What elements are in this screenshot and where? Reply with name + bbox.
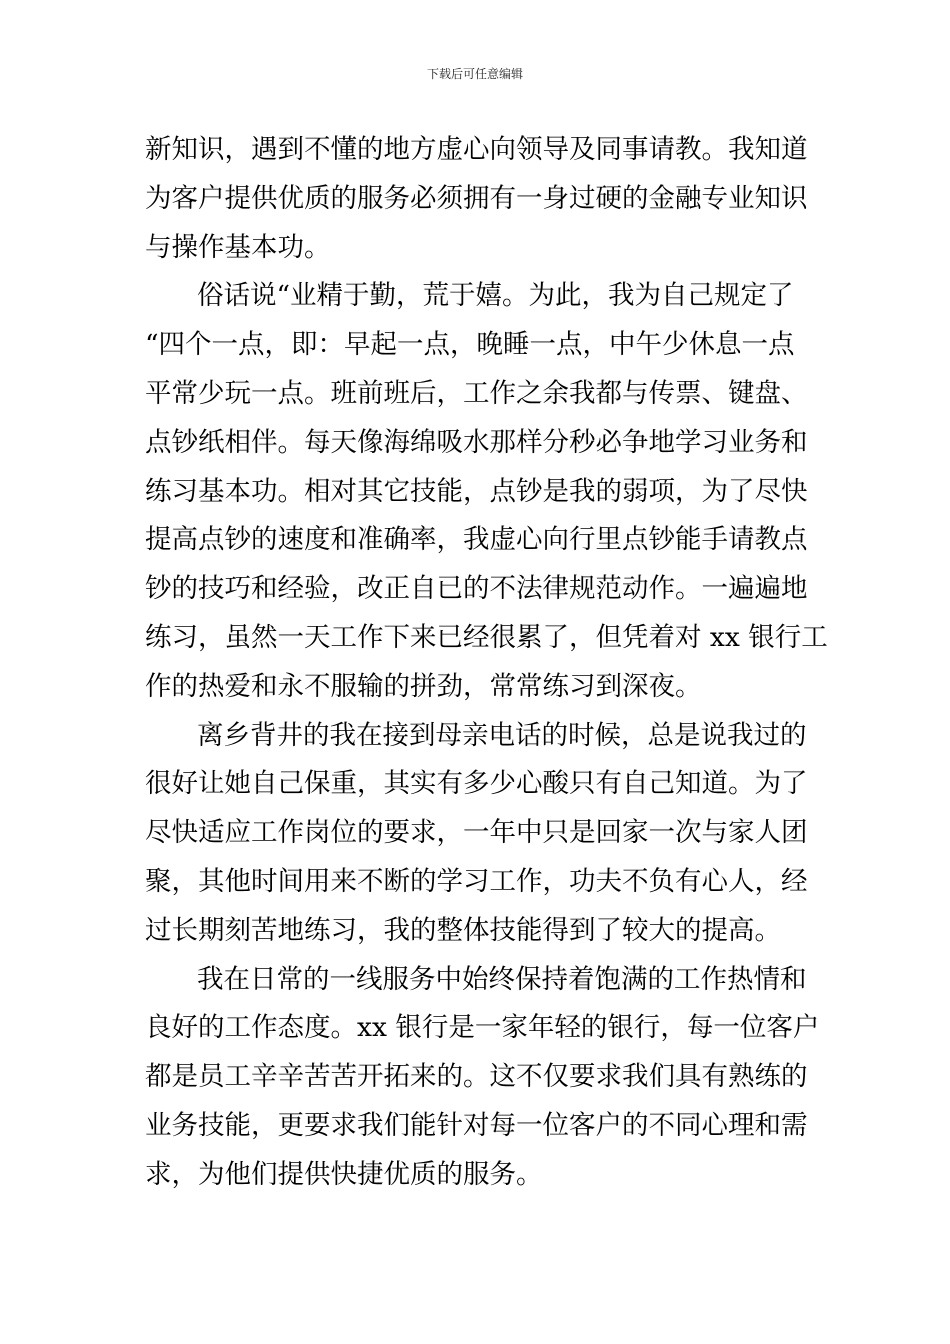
text-line: 练习，虽然一天工作下来已经很累了，但凭着对 xx 银行工: [145, 621, 828, 653]
text-line: 作的热爱和永不服输的拼劲，常常练习到深夜。: [145, 670, 702, 702]
text-line: 良好的工作态度。xx 银行是一家年轻的银行，每一位客户: [145, 1012, 820, 1044]
text-line: 练习基本功。相对其它技能，点钞是我的弱项，为了尽快: [145, 475, 808, 507]
text-line: 与操作基本功。: [145, 231, 331, 263]
page-header: 下载后可任意编辑: [426, 67, 523, 81]
text-line: “四个一点，即：早起一点，晚睡一点，中午少休息一点: [145, 329, 795, 361]
paragraph-first-line: 俗话说“业精于勤，荒于嬉。为此，我为自己规定了: [197, 280, 794, 312]
text-line: 求，为他们提供快捷优质的服务。: [145, 1158, 543, 1190]
document-body: [145, 126, 828, 1200]
text-line: 点钞纸相伴。每天像海绵吸水那样分秒必争地学习业务和: [145, 426, 808, 458]
text-line: 业务技能，更要求我们能针对每一位客户的不同心理和需: [145, 1109, 808, 1141]
text-line: 平常少玩一点。班前班后，工作之余我都与传票、键盘、: [145, 377, 808, 409]
text-line: 都是员工辛辛苦苦开拓来的。这不仅要求我们具有熟练的: [145, 1061, 808, 1093]
text-line: 聚，其他时间用来不断的学习工作，功夫不负有心人，经: [145, 865, 808, 897]
text-line: 新知识，遇到不懂的地方虚心向领导及同事请教。我知道: [145, 134, 808, 165]
paragraph-first-line: 我在日常的一线服务中始终保持着饱满的工作热情和: [197, 963, 807, 995]
text-line: 很好让她自己保重，其实有多少心酸只有自己知道。为了: [145, 768, 808, 800]
text-line: 提高点钞的速度和准确率，我虚心向行里点钞能手请教点: [145, 524, 808, 556]
text-line: 尽快适应工作岗位的要求，一年中只是回家一次与家人团: [145, 817, 808, 849]
text-line: 为客户提供优质的服务必须拥有一身过硬的金融专业知识: [145, 182, 808, 214]
text-line: 钞的技巧和经验，改正自已的不法律规范动作。一遍遍地: [145, 573, 808, 605]
paragraph-first-line: 离乡背井的我在接到母亲电话的时候，总是说我过的: [197, 719, 807, 751]
text-line: 过长期刻苦地练习，我的整体技能得到了较大的提高。: [145, 914, 781, 946]
